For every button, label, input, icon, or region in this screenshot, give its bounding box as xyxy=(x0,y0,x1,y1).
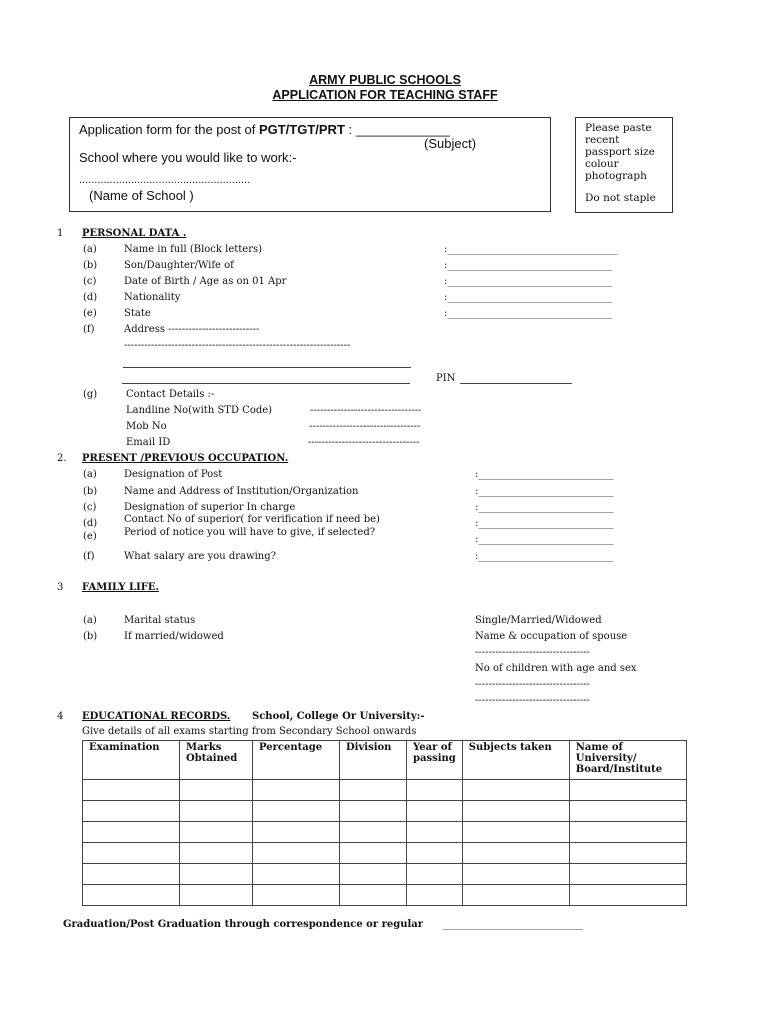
field-label-name: Name in full (Block letters) xyxy=(124,244,263,255)
children-input-2[interactable]: ---------------------------------- xyxy=(475,695,590,706)
graduation-label: Graduation/Post Graduation through correspondence or regular xyxy=(63,919,424,930)
section-2-number: 2. xyxy=(57,453,67,464)
table-row[interactable] xyxy=(83,780,687,801)
field-input-superior-contact[interactable]: :___________________________ xyxy=(475,518,614,529)
item-key: (e) xyxy=(83,531,97,542)
mobile-label: Mob No xyxy=(126,421,167,432)
table-row[interactable] xyxy=(83,822,687,843)
marital-options[interactable]: Single/Married/Widowed xyxy=(475,615,602,626)
section-3-heading: FAMILY LIFE. xyxy=(82,582,159,593)
item-key: (d) xyxy=(83,292,98,303)
email-label: Email ID xyxy=(126,437,171,448)
post-options: PGT/TGT/PRT xyxy=(258,122,345,137)
address-line-2[interactable] xyxy=(123,356,411,368)
field-input-superior[interactable]: :___________________________ xyxy=(475,502,614,513)
field-label-marital: Marital status xyxy=(124,615,196,626)
pin-input[interactable] xyxy=(460,372,572,384)
col-division: Division xyxy=(340,741,407,780)
field-label-relation: Son/Daughter/Wife of xyxy=(124,260,234,271)
section-2-heading: PRESENT /PREVIOUS OCCUPATION. xyxy=(82,453,289,464)
subject-label: (Subject) xyxy=(424,136,477,151)
item-key: (f) xyxy=(83,551,95,562)
form-subtitle: APPLICATION FOR TEACHING STAFF xyxy=(272,88,498,102)
col-percentage: Percentage xyxy=(253,741,340,780)
children-input-1[interactable]: ---------------------------------- xyxy=(475,679,590,690)
section-4-heading: EDUCATIONAL RECORDS. xyxy=(82,711,231,722)
field-input-state[interactable]: :_________________________________ xyxy=(444,308,613,319)
col-year: Year of passing xyxy=(407,741,463,780)
form-title: ARMY PUBLIC SCHOOLS xyxy=(309,73,461,87)
field-input-nationality[interactable]: :_________________________________ xyxy=(444,292,613,303)
field-label-state: State xyxy=(124,308,151,319)
photo-instructions: Please paste recent passport size colour photograph xyxy=(585,122,655,182)
education-table xyxy=(82,740,687,906)
post-blank[interactable]: _____________ xyxy=(355,122,450,137)
section-1-number: 1 xyxy=(57,228,64,239)
field-address[interactable]: Address --------------------------- xyxy=(124,324,260,335)
section-4-number: 4 xyxy=(57,711,64,722)
address-line-3[interactable] xyxy=(122,372,410,384)
table-row[interactable] xyxy=(83,843,687,864)
item-key: (a) xyxy=(83,469,97,480)
col-marks: Marks Obtained xyxy=(180,741,253,780)
email-input[interactable]: --------------------------------- xyxy=(308,437,420,448)
school-name-label: (Name of School ) xyxy=(89,188,194,203)
item-key: (g) xyxy=(83,389,98,400)
field-input-relation[interactable]: :_________________________________ xyxy=(444,260,613,271)
field-label-married: If married/widowed xyxy=(124,631,224,642)
section-4-subheading: School, College Or University:- xyxy=(252,711,425,722)
field-input-designation[interactable]: :___________________________ xyxy=(475,469,614,480)
field-label-designation: Designation of Post xyxy=(124,469,223,480)
field-label-dob: Date of Birth / Age as on 01 Apr xyxy=(124,276,287,287)
contact-details-label: Contact Details :- xyxy=(126,389,215,400)
field-input-notice[interactable]: :___________________________ xyxy=(475,534,614,545)
item-key: (f) xyxy=(83,324,95,335)
item-key: (e) xyxy=(83,308,97,319)
item-key: (d) xyxy=(83,518,98,529)
item-key: (a) xyxy=(83,615,97,626)
field-label-salary: What salary are you drawing? xyxy=(124,551,276,562)
col-subjects: Subjects taken xyxy=(462,741,569,780)
children-label: No of children with age and sex xyxy=(475,663,637,674)
item-key: (a) xyxy=(83,244,97,255)
field-input-name[interactable]: :__________________________________ xyxy=(444,244,618,255)
section-3-number: 3 xyxy=(57,582,64,593)
field-label-superior-contact: Contact No of superior( for verification if need be) xyxy=(124,514,380,525)
spouse-label: Name & occupation of spouse xyxy=(475,631,628,642)
pin-label: PIN xyxy=(436,373,456,384)
table-row[interactable] xyxy=(83,864,687,885)
landline-label: Landline No(with STD Code) xyxy=(126,405,273,416)
landline-input[interactable]: --------------------------------- xyxy=(310,405,422,416)
graduation-input[interactable]: ____________________________ xyxy=(443,919,583,930)
table-row[interactable] xyxy=(83,885,687,906)
field-input-institution[interactable]: :___________________________ xyxy=(475,486,614,497)
address-line-dashes[interactable]: ------------------------------------------------------------------- xyxy=(124,340,351,351)
field-label-institution: Name and Address of Institution/Organization xyxy=(124,486,359,497)
item-key: (b) xyxy=(83,260,98,271)
mobile-input[interactable]: --------------------------------- xyxy=(309,421,421,432)
section-1-heading: PERSONAL DATA . xyxy=(82,228,187,239)
col-examination: Examination xyxy=(83,741,180,780)
item-key: (c) xyxy=(83,502,97,513)
table-row[interactable] xyxy=(83,801,687,822)
spouse-input[interactable]: ---------------------------------- xyxy=(475,647,590,658)
school-label: School where you would like to work:- xyxy=(79,150,297,165)
col-university: Name of University/ Board/Institute xyxy=(569,741,686,780)
field-label-nationality: Nationality xyxy=(124,292,181,303)
item-key: (c) xyxy=(83,276,97,287)
field-input-salary[interactable]: :___________________________ xyxy=(475,551,614,562)
table-header-row xyxy=(83,741,687,780)
field-input-dob[interactable]: :_________________________________ xyxy=(444,276,613,287)
school-dots[interactable]: ........................................................ xyxy=(79,174,251,186)
item-key: (b) xyxy=(83,486,98,497)
photo-note: Do not staple xyxy=(585,192,656,204)
item-key: (b) xyxy=(83,631,98,642)
education-instruction: Give details of all exams starting from Secondary School onwards xyxy=(82,726,417,737)
post-line: Application form for the post of PGT/TGT/PRT : _____________ xyxy=(79,122,450,137)
field-label-notice: Period of notice you will have to give, if selected? xyxy=(124,527,376,538)
field-label-superior: Designation of superior In charge xyxy=(124,502,296,513)
